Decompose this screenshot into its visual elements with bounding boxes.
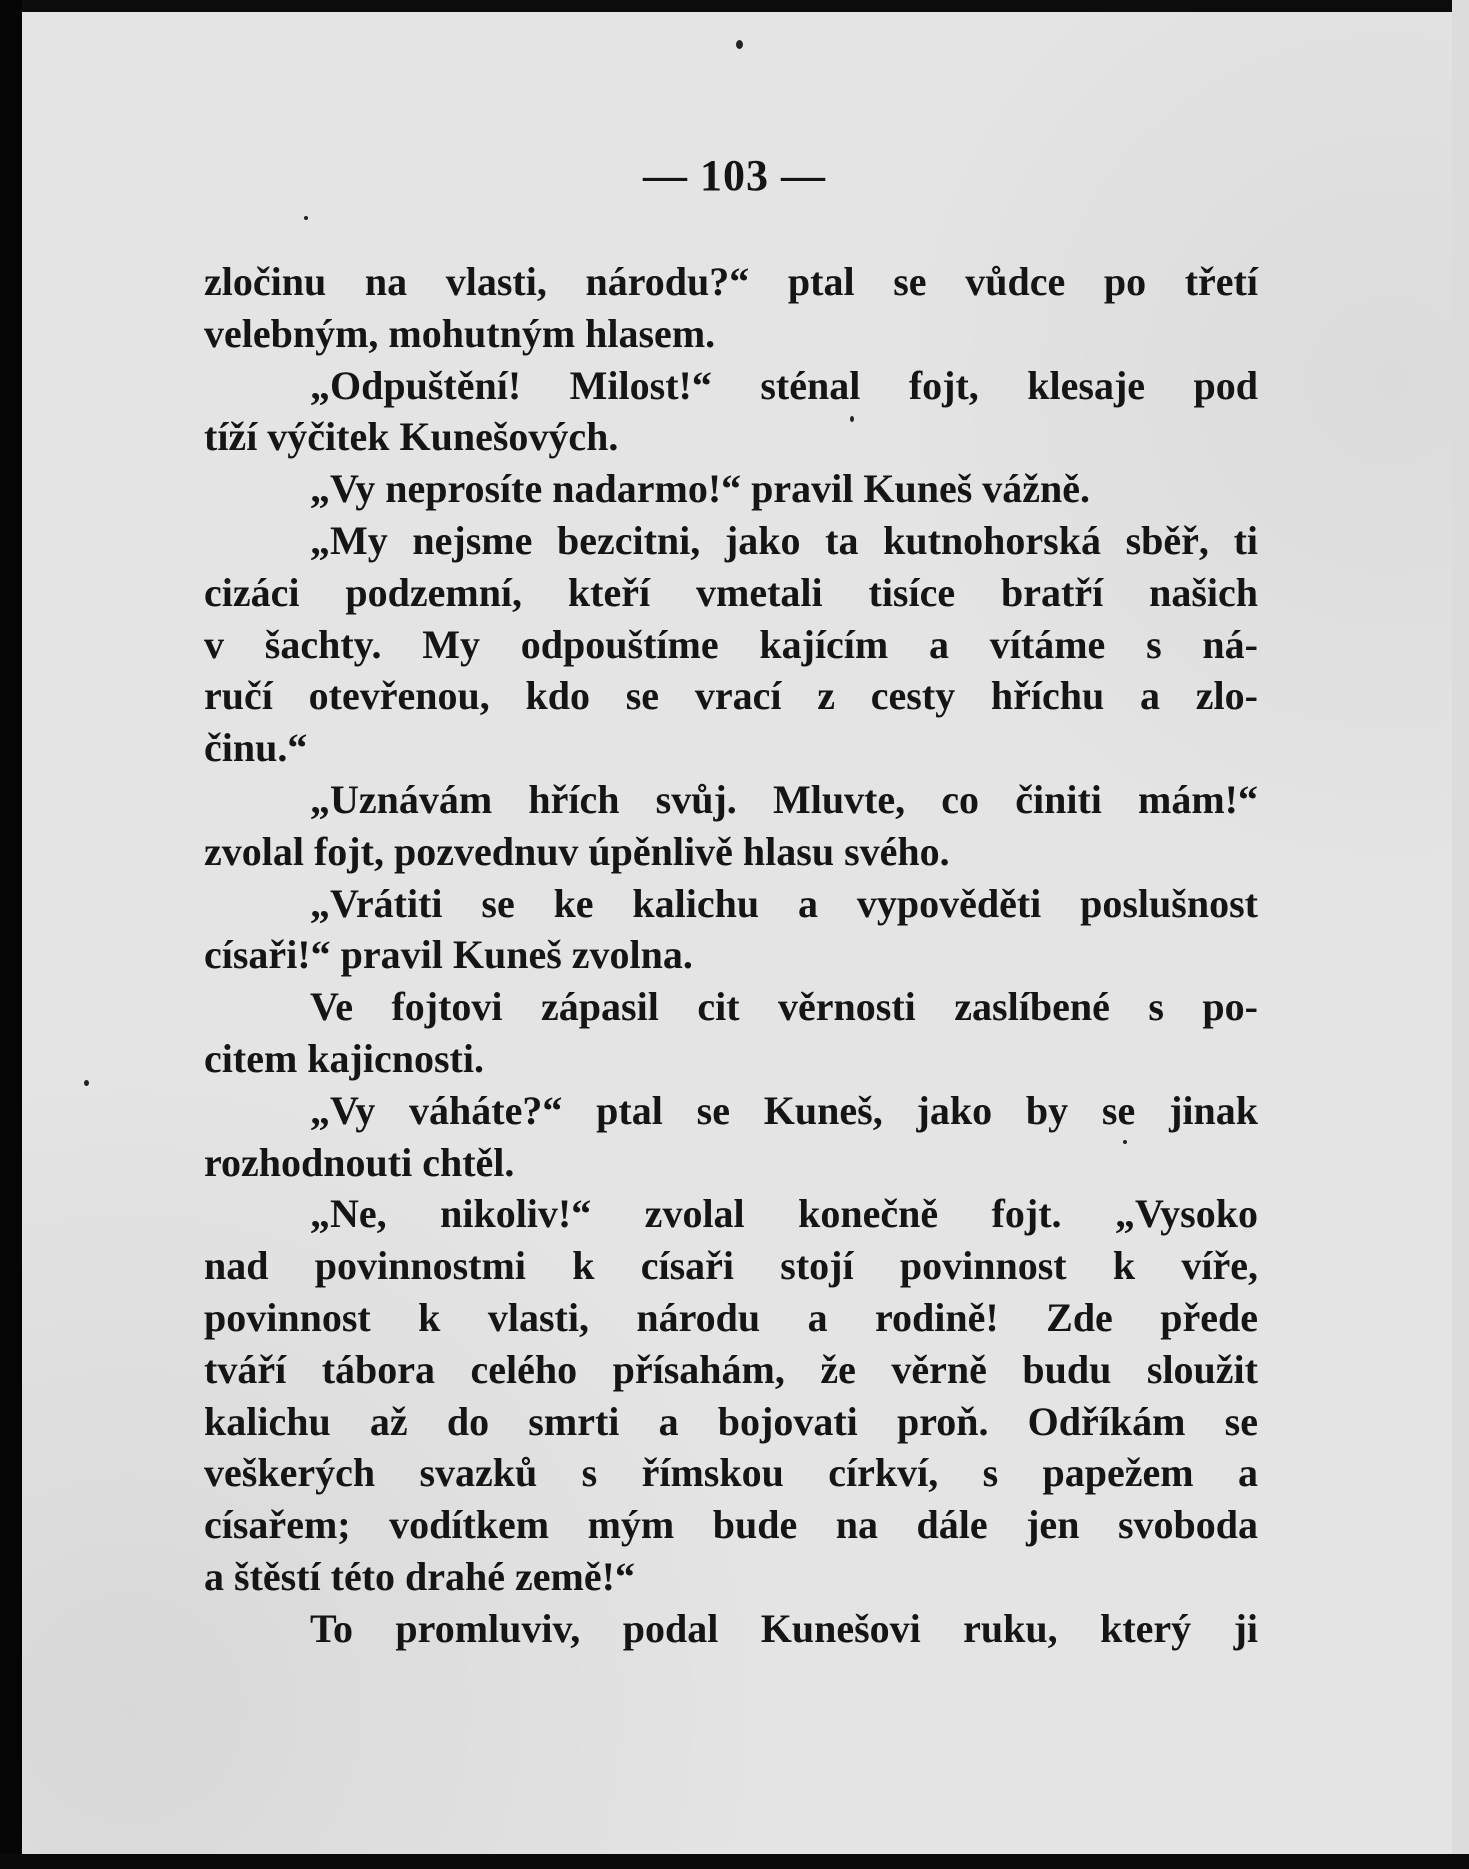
text-line: ručí otevřenou, kdo se vrací z cesty hříchu a zlo- — [204, 673, 1258, 719]
text-line: cizáci podzemní, kteří vmetali tisíce bratří našich — [204, 569, 1258, 615]
text-line: „Uznávám hřích svůj. Mluvte, co činiti mám!“ — [310, 776, 1258, 822]
text-line: tíží výčitek Kunešových. — [204, 414, 619, 460]
text-line: veškerých svazků s římskou církví, s papežem a — [204, 1450, 1258, 1496]
text-line: Ve fojtovi zápasil cit věrnosti zaslíbené s po- — [310, 984, 1258, 1030]
text-line: citem kajicnosti. — [204, 1035, 484, 1081]
text-line: činu.“ — [204, 725, 308, 771]
text-line: kalichu až do smrti a bojovati proň. Odříkám se — [204, 1398, 1258, 1444]
text-line: „Ne, nikoliv!“ zvolal konečně fojt. „Vysoko — [310, 1191, 1258, 1237]
paper-right-edge — [1452, 0, 1469, 1869]
text-line: „Vy váháte?“ ptal se Kuneš, jako by se jinak — [310, 1087, 1258, 1133]
text-line: „Odpuštění! Milost!“ sténal fojt, klesaje pod — [310, 362, 1258, 408]
ink-speck — [304, 216, 308, 220]
text-line: rozhodnouti chtěl. — [204, 1139, 515, 1185]
ink-speck — [84, 1080, 89, 1086]
body-text — [204, 256, 1258, 1655]
text-line: To promluviv, podal Kunešovi ruku, který ji — [310, 1605, 1258, 1651]
text-line: císaři!“ pravil Kuneš zvolna. — [204, 932, 693, 978]
text-line: „Vrátiti se ke kalichu a vypověděti poslušnost — [310, 880, 1258, 926]
scan-bottom-border — [0, 1854, 1469, 1869]
text-line: „Vy neprosíte nadarmo!“ pravil Kuneš vážně. — [310, 466, 1091, 512]
text-line: a štěstí této drahé země!“ — [204, 1553, 635, 1599]
text-line: tváří tábora celého přísahám, že věrně budu sloužit — [204, 1346, 1258, 1392]
ink-speck — [736, 40, 743, 49]
page-number: — 103 — — [643, 151, 826, 200]
scan-left-border — [0, 0, 22, 1869]
text-line: v šachty. My odpouštíme kajícím a vítáme s ná- — [204, 621, 1258, 667]
text-line: zločinu na vlasti, národu?“ ptal se vůdce po třetí — [204, 259, 1258, 304]
text-line: císařem; vodítkem mým bude na dále jen svoboda — [204, 1502, 1258, 1548]
text-line: povinnost k vlasti, národu a rodině! Zde přede — [204, 1294, 1258, 1340]
text-line: zvolal fojt, pozvednuv úpěnlivě hlasu svého. — [204, 828, 950, 874]
text-line: nad povinnostmi k císaři stojí povinnost k víře, — [204, 1243, 1258, 1289]
text-line: „My nejsme bezcitni, jako ta kutnohorská sběř, ti — [310, 517, 1258, 563]
text-line: velebným, mohutným hlasem. — [204, 310, 716, 356]
